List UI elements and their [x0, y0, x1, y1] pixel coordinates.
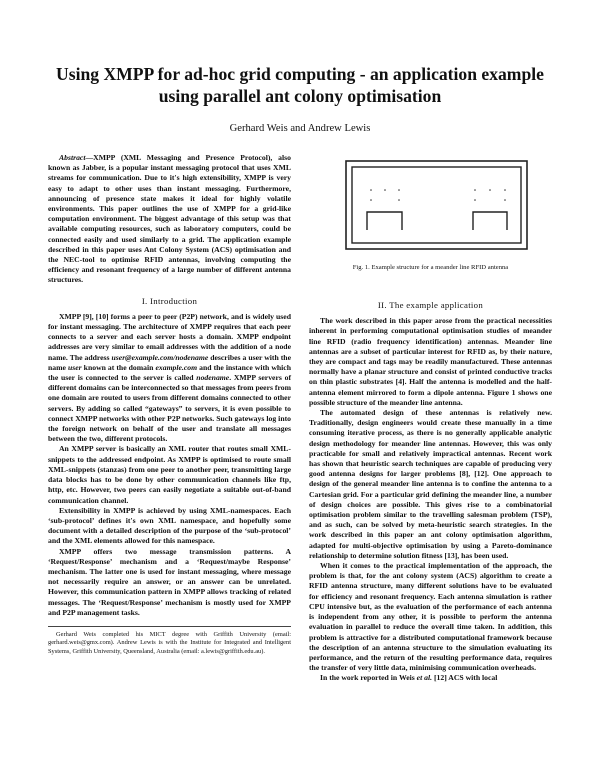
- intro-text: XMPP [9], [10] forms a peer to peer (P2P) network, and is widely used for instant messaging. The architecture of XMPP requires that each peer connects to a server and each server hosts a domain. XMPP endpoint addresses are very similar to email addresses with the addition of a node name. The address: [48, 311, 291, 362]
- et-al: et al.: [416, 673, 433, 683]
- title-line-2: using parallel ant colony optimisation: [158, 86, 442, 106]
- grid-dots: [370, 189, 506, 201]
- intro-text: known at the domain: [81, 362, 156, 372]
- example-nodename: nodename: [196, 373, 230, 383]
- intro-paragraph-4: XMPP offers two message transmission patterns. A ‘Request/Response’ mechanism and a ‘Request/maybe Response’ mechanism. The latter one is used for instant messaging, where message not necessarily require an answer, or an answer can be unrelated. However, this communication pattern in XMPP allows tracking of related messages. The ‘Request/Response’ mechanism is mostly used for XMPP and P2P management tasks.: [48, 546, 291, 617]
- abstract-text: —XMPP (XML Messaging and Presence Protocol), also known as Jabber, is a popular instant messaging protocol that uses XML streams for communication. Due to it's high extensibility, XMPP is very easy to adapt to other uses than instant messaging. Furthermore, announcing of presence state makes it ideal for highly volatile environments. This paper outlines the use of XMPP for a grid-like computation environment. The biggest advantage of this setup was that available computing resources, such as laboratory computers, could be connected easily and used similarly to a grid. The application example described in this paper uses Ant Colony System (ACS) optimisation and the NEC-tool to optimise RFID antennas, involving computing the efficiency and resonant frequency of a large number of different antenna structures.: [48, 153, 291, 285]
- authors: Gerhard Weis and Andrew Lewis: [229, 123, 371, 134]
- intro-paragraph-2: An XMPP server is basically an XML router that routes small XML-snippets to the addressed endpoint. As XMPP is optimised to route small XML-snippets (stanzas) from one peer to another peer, transmitting large data blocks has to be done by other communication channels like ftp, http, etc. However, two peers can easily negotiate a suitable out-of-band communication channel.: [48, 444, 291, 505]
- abstract: [48, 153, 291, 286]
- paper-title: [40, 63, 560, 107]
- figure-caption: Fig. 1. Example structure for a meander line RFID antenna: [352, 264, 509, 271]
- antenna-outer-border: [346, 161, 527, 249]
- footnote: Gerhard Weis completed his MICT degree with Griffith University (email: gerhard.weis@gmx.com). Andrew Lewis is with the Institute for Integrated and Intelligent Systems, Griffith University, Queensland, Australia (email: a.lewis@griffith.edu.au).: [48, 630, 291, 655]
- antenna-inner-border: [352, 167, 521, 243]
- intro-paragraph-1: [48, 312, 291, 445]
- example-domain: example.com: [155, 362, 198, 372]
- meander-track-left: [367, 212, 402, 230]
- app-text: In the work reported in Weis: [320, 673, 417, 683]
- example-user: user: [67, 362, 82, 372]
- section-heading-application: II. The example application: [377, 300, 484, 310]
- intro-text: . XMPP servers of different domains can be interconnected so that messages from peers from one domain are routed to users from different domains connected to other servers. By adding so called “gateways” to servers, it is even possible to connect XMPP networks with other P2P networks. Such gateways log into the foreign network on behalf of the user and translate all messages between the two, different protocols.: [48, 373, 292, 444]
- intro-paragraph-3: Extensibility in XMPP is achieved by using XML-namespaces. Each ‘sub-protocol’ defines it's own XML namespace, and hopefully some document with a detailed description of the purpose of the ‘sub-protocol’ and the XML elements allowed for this namespace.: [48, 505, 291, 546]
- app-paragraph-1: The work described in this paper arose from the practical necessities inherent in performing computational optimisation studies of meander line RFID (radio frequency identification) antennas. Meander line antennas are a subset of particular interest for RFID as, by their nature, they are compact and tags may be readily manufactured. These antennas normally have a planar structure and consist of printed conductive tracks on thin plastic substrates [4]. Half the antenna is modelled and the half-antenna element mirrored to form a dipole antenna. Figure 1 shows one possible structure of the meander line antenna.: [309, 316, 552, 407]
- meander-track-right: [473, 212, 507, 230]
- app-paragraph-2: The automated design of these antennas is relatively new. Traditionally, design engineers would create these manually in a time consuming iterative process, as there is no generally applicable analytic design methodology for meander line antennas. However, this was only practicable for small and relatively impractical antennas. Recent work has shown that heuristic search techniques are capable of producing very good antenna designs for larger problems [8], [12]. One approach to design of the general meander line antenna is to confine the antenna to a Cartesian grid. For a particular grid defining the meander line, a number of design choices are possible. This gives rise to a combinatorial optimisation problem similar to the travelling salesman problem (TSP), and as such, can be solved by meta-heuristic search strategies. In the work described in this paper an ant colony optimisation algorithm, adapted for multi-objective optimisation by using a Pareto-dominance relationship to determine solution fitness [13], has been used.: [309, 408, 552, 560]
- footnote-rule: [48, 626, 291, 627]
- intro-text: and the instance with which the user is connected to the server is called: [48, 362, 291, 383]
- right-column: [309, 290, 552, 684]
- left-column: [48, 153, 291, 656]
- intro-text: describes a user with the name: [48, 352, 291, 372]
- title-line-1: Using XMPP for ad-hoc grid computing - an application example: [56, 64, 544, 84]
- app-text: [12] ACS with local: [432, 673, 498, 683]
- section-heading-introduction: I. Introduction: [141, 295, 198, 306]
- abstract-label: Abstract: [59, 153, 86, 162]
- figure-meander-antenna: [345, 160, 528, 250]
- app-paragraph-4: [309, 673, 552, 683]
- app-paragraph-3: When it comes to the practical implementation of the approach, the problem is that, for the ant colony system (ACS) algorithm to create a RFID antenna structure, many different solutions have to be evaluated for efficiency and resonant frequency. Each antenna simulation is rather CPU intensive but, as the evaluation of the performance of each antenna is independent from any other, it is possible to perform the antenna evaluation in parallel to reduce the overall time taken. In addition, this problem is attractive for a distributed computational framework because the description of an antenna structure to the simulation evaluating its performance, and the return of the resulting performance data, requires the transfer of very little data, minimising communication overheads.: [309, 561, 552, 673]
- example-address: user@example.com/nodename: [111, 352, 209, 362]
